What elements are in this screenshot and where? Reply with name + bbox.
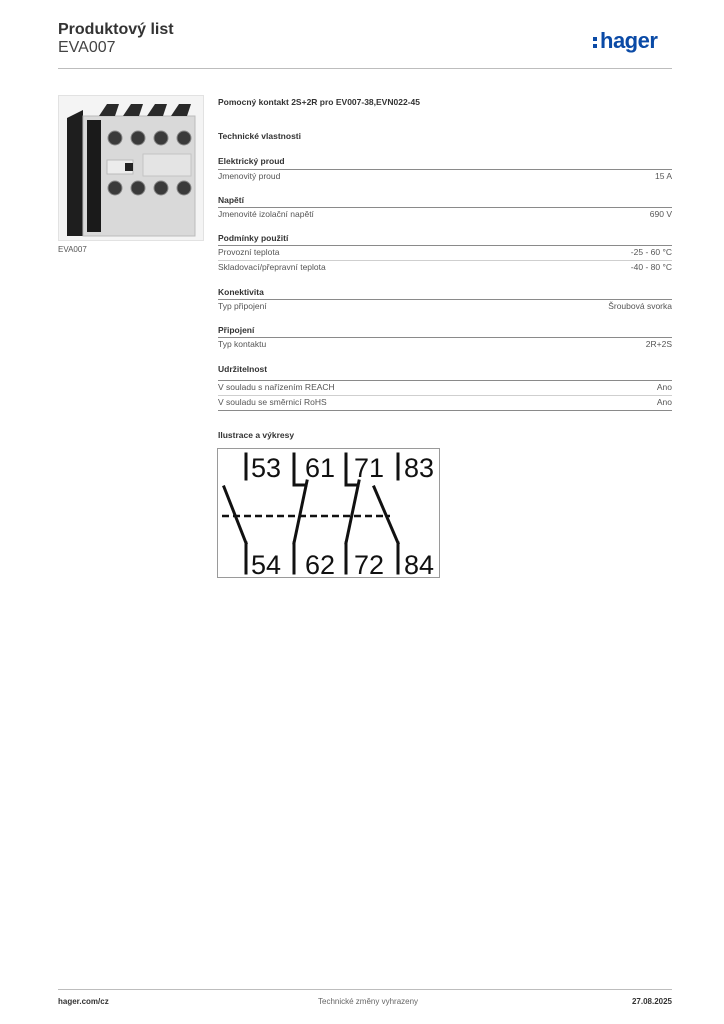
header-divider [58, 68, 672, 69]
spec-value: -40 - 80 °C [630, 262, 672, 272]
terminal-label-top: 83 [404, 453, 435, 483]
section-title: Technické vlastnosti [218, 131, 301, 141]
image-caption: EVA007 [58, 245, 87, 254]
spec-row [218, 337, 672, 352]
product-code: EVA007 [58, 39, 116, 56]
terminal-label-bottom: 62 [305, 550, 336, 577]
spec-label: Provozní teplota [218, 247, 280, 257]
spec-row [218, 245, 672, 260]
group-end-rule [218, 410, 672, 411]
product-photo [58, 95, 204, 241]
terminal-label-top: 71 [354, 453, 385, 483]
footer-website-link[interactable]: hager.com/cz [58, 997, 109, 1006]
spec-value: Ano [656, 397, 672, 407]
illustrations-title: Ilustrace a výkresy [218, 430, 295, 440]
group-title: Elektrický proud [218, 156, 285, 166]
spec-label: V souladu se směrnicí RoHS [218, 397, 327, 407]
spec-row [218, 260, 672, 275]
contact-schematic-icon [218, 449, 439, 577]
footer-date: 27.08.2025 [631, 997, 672, 1006]
group-title: Podmínky použití [218, 233, 289, 243]
header-title: Produktový list [58, 21, 174, 38]
terminal-label-bottom: 72 [354, 550, 385, 577]
terminal-label-top: 53 [251, 453, 282, 483]
hager-logo[interactable] [593, 28, 657, 54]
footer-notice: Technické změny vyhrazeny [318, 997, 419, 1006]
spec-label: Jmenovitý proud [218, 171, 281, 181]
spec-label: Typ připojení [218, 301, 267, 311]
spec-label: Jmenovité izolační napětí [218, 209, 314, 219]
spec-label: Skladovací/přepravní teplota [218, 262, 326, 272]
group-title: Připojení [218, 325, 255, 335]
spec-row [218, 169, 672, 184]
product-name: Pomocný kontakt 2S+2R pro EV007-38,EVN022-45 [218, 97, 420, 107]
group-title: Konektivita [218, 287, 264, 297]
group-title: Udržitelnost [218, 364, 268, 374]
spec-row [218, 395, 672, 410]
spec-value: 2R+2S [645, 339, 672, 349]
logo-text: hager [600, 28, 658, 53]
spec-row [218, 380, 672, 395]
terminal-label-top: 61 [305, 453, 336, 483]
spec-value: 15 A [654, 171, 672, 181]
spec-label: V souladu s nařízením REACH [218, 382, 335, 392]
logo-dots-icon [593, 35, 598, 49]
wiring-diagram [217, 448, 440, 578]
terminal-label-bottom: 54 [251, 550, 282, 577]
spec-row [218, 299, 672, 314]
group-title: Napětí [218, 195, 244, 205]
terminal-label-bottom: 84 [404, 550, 435, 577]
spec-value: Šroubová svorka [608, 301, 672, 311]
contact-block-icon [59, 96, 203, 240]
spec-value: Ano [656, 382, 672, 392]
spec-value: 690 V [649, 209, 672, 219]
spec-value: -25 - 60 °C [630, 247, 672, 257]
spec-row [218, 207, 672, 222]
footer-divider [58, 989, 672, 990]
spec-label: Typ kontaktu [218, 339, 267, 349]
